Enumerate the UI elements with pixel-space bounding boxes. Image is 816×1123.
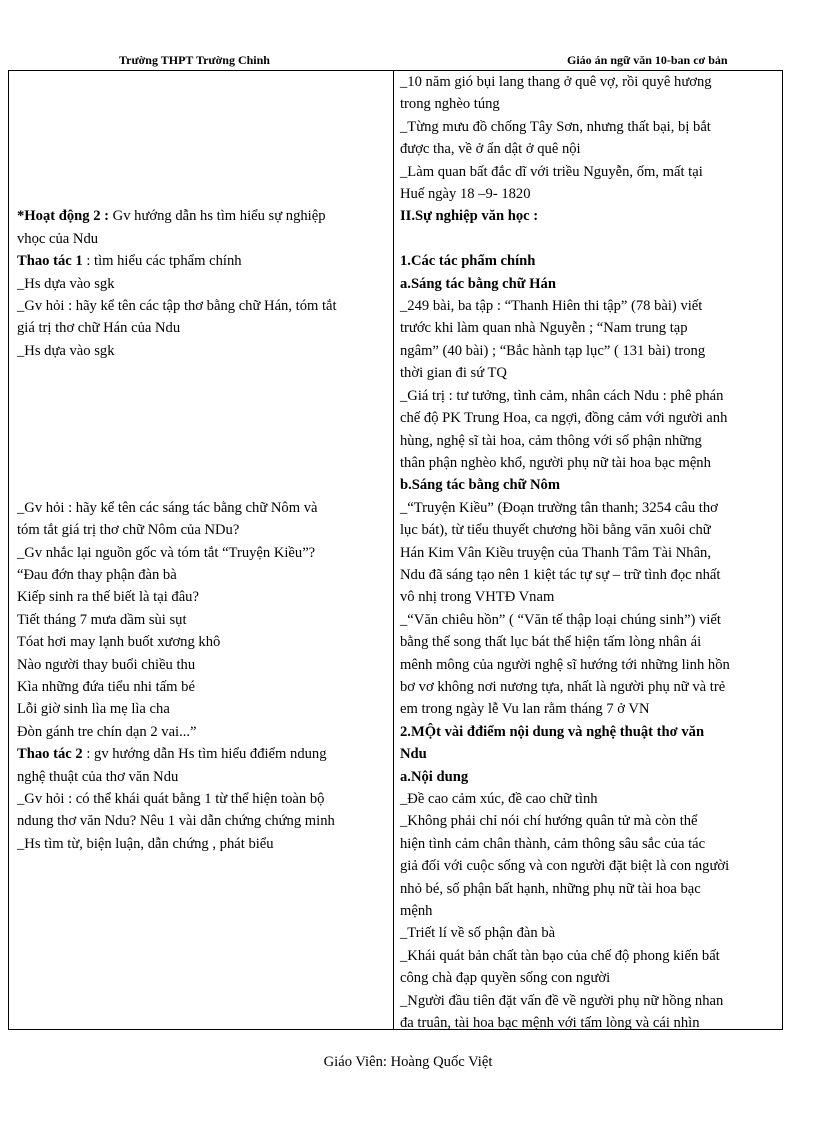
right-line: bơ vơ không nơi nương tựa, nhất là người phụ nữ và trẻ	[400, 678, 726, 695]
right-line: a.Sáng tác bằng chữ Hán	[400, 275, 556, 292]
left-line	[17, 407, 385, 429]
right-line: hiện tình cảm chân thành, cảm thông sâu sắc của tác	[400, 835, 706, 852]
left-line: Tóat hơi may lạnh buốt xương khô	[17, 634, 221, 651]
right-line: Ndu đã sáng tạo nên 1 kiệt tác tự sự – trữ tình đọc nhất	[400, 566, 721, 583]
left-line: tóm tắt giá trị thơ chữ Nôm của NDu?	[17, 522, 240, 539]
left-line: _Hs dựa vào sgk	[17, 342, 115, 359]
right-line: _10 năm gió bụi lang thang ở quê vợ, rồi quyê hương	[400, 74, 712, 90]
right-line: được tha, về ở ẩn dật ở quê nội	[400, 141, 581, 158]
right-line: _Từng mưu đồ chống Tây Sơn, nhưng thất bại, bị bắt	[400, 118, 711, 135]
left-line	[17, 93, 385, 115]
left-line	[17, 116, 385, 138]
left-line: _Hs tìm từ, biện luận, dẫn chứng , phát biểu	[17, 835, 274, 852]
right-line: Hán Kim Vân Kiều truyện của Thanh Tâm Tài Nhân,	[400, 544, 711, 561]
right-line: bằng thể song thất lục bát thể hiện tấm lòng nhân ái	[400, 634, 702, 651]
right-line: em trong ngày lễ Vu lan rằm tháng 7 ở VN	[400, 701, 650, 718]
right-line: II.Sự nghiệp văn học :	[400, 208, 539, 225]
right-line: _Làm quan bất đắc dĩ với triều Nguyễn, ốm, mất tại	[400, 163, 703, 180]
right-line: b.Sáng tác bằng chữ Nôm	[400, 477, 560, 494]
left-line: _Gv nhắc lại nguồn gốc và tóm tắt “Truyện Kiều”?	[17, 544, 316, 561]
left-line	[17, 474, 385, 496]
right-line: 2.MỘt vài đđiểm nội dung và nghệ thuật thơ văn	[400, 723, 705, 740]
right-line: _Người đầu tiên đặt vấn đề về người phụ nữ hồng nhan	[400, 992, 724, 1009]
right-line: trước khi làm quan nhà Nguyễn ; “Nam trung tạp	[400, 320, 688, 337]
header-subject: Giáo án ngữ văn 10-ban cơ bản	[567, 53, 728, 67]
left-line: Kiếp sinh ra thế biết là tại đâu?	[17, 589, 199, 606]
left-line: vhọc của Ndu	[17, 230, 99, 247]
left-line	[17, 430, 385, 452]
right-line: a.Nội dung	[400, 768, 469, 785]
right-line: vô nhị trong VHTĐ Vnam	[400, 589, 555, 606]
right-line: _Không phải chỉ nói chí hướng quân tử mà còn thể	[400, 813, 698, 830]
teacher-name: Giáo Viên: Hoàng Quốc Việt	[323, 1054, 493, 1070]
right-line: lục bát), từ tiểu thuyết chương hồi bằng văn xuôi chữ	[400, 522, 711, 539]
left-line-heading: *Hoạt động 2 :	[17, 208, 110, 225]
left-line: nghệ thuật của thơ văn Ndu	[17, 768, 179, 785]
right-line: _“Truyện Kiều” (Đoạn trường tân thanh; 3254 câu thơ	[400, 499, 718, 516]
header-school: Trường THPT Trường Chinh	[119, 53, 270, 67]
left-line	[17, 743, 385, 765]
left-line: giá trị thơ chữ Hán của Ndu	[17, 320, 181, 337]
right-line: _“Văn chiêu hồn” ( “Văn tế thập loại chúng sinh”) viết	[400, 611, 721, 628]
right-line: chế độ PK Trung Hoa, ca ngợi, đồng cảm với người anh	[400, 410, 728, 427]
left-line: Kìa những đứa tiểu nhi tấm bé	[17, 678, 195, 695]
left-line: _Gv hỏi : có thể khái quát bằng 1 từ thể hiện toàn bộ	[17, 791, 325, 807]
left-line-text: : gv hướng dẫn Hs tìm hiểu đđiểm ndung	[82, 746, 327, 763]
left-line: Đòn gánh tre chín dạn 2 vai...”	[17, 723, 197, 740]
left-line: ndung thơ văn Ndu? Nêu 1 vài dẫn chứng chứng minh	[17, 813, 335, 830]
left-line: Tiết tháng 7 mưa dầm sùi sụt	[17, 611, 187, 628]
left-line: _Gv hỏi : hãy kể tên các tập thơ bằng chữ Hán, tóm tắt	[17, 298, 337, 315]
right-line: đa truân, tài hoa bạc mệnh với tấm lòng và cái nhìn	[400, 1015, 700, 1032]
right-line: 1.Các tác phẩm chính	[400, 253, 536, 270]
right-line: _Khái quát bản chất tàn bạo của chế độ phong kiến bất	[400, 947, 720, 964]
right-line: _Giá trị : tư tưởng, tình cảm, nhân cách Ndu : phê phán	[400, 387, 724, 404]
right-line: mệnh	[400, 903, 433, 920]
left-line	[17, 362, 385, 384]
lesson-content-column	[400, 71, 780, 1034]
left-line	[17, 385, 385, 407]
left-line	[17, 452, 385, 474]
right-line: thân phận nghèo khổ, người phụ nữ tài hoa bạc mệnh	[400, 454, 711, 471]
left-line: _Gv hỏi : hãy kể tên các sáng tác bằng chữ Nôm và	[17, 499, 318, 516]
left-line	[17, 183, 385, 205]
right-line: công chà đạp quyền sống con người	[400, 970, 611, 987]
left-line	[17, 250, 385, 272]
right-line: Ndu	[400, 746, 427, 763]
teacher-activity-column	[17, 71, 385, 855]
right-line: giả đối với cuộc sống và con người đặt biệt là con người	[400, 858, 730, 875]
left-line: _Hs dựa vào sgk	[17, 275, 115, 292]
left-line	[17, 138, 385, 160]
left-line-text: Gv hướng dẫn hs tìm hiểu sự nghiệp	[109, 208, 326, 225]
left-line: “Đau đớn thay phận đàn bà	[17, 566, 177, 583]
left-line-heading: Thao tác 2	[17, 746, 83, 763]
column-divider	[393, 71, 394, 1029]
right-line: _Đề cao cảm xúc, đề cao chữ tình	[400, 791, 598, 807]
left-line-heading: Thao tác 1	[17, 253, 83, 270]
right-line	[400, 228, 780, 250]
right-line: _Triết lí về số phận đàn bà	[400, 925, 556, 942]
left-line	[17, 205, 385, 227]
right-line: mênh mông của người nghệ sĩ hướng tới những linh hồn	[400, 656, 730, 673]
right-line: nhỏ bé, số phận bất hạnh, những phụ nữ tài hoa bạc	[400, 880, 701, 897]
left-line	[17, 71, 385, 93]
right-line: ngâm” (40 bài) ; “Bắc hành tạp lục” ( 131 bài) trong	[400, 342, 706, 359]
lesson-table	[8, 70, 783, 1030]
right-line: trong nghèo túng	[400, 96, 500, 113]
left-line: Nào người thay buổi chiều thu	[17, 656, 196, 673]
right-line: _249 bài, ba tập : “Thanh Hiên thi tập” (78 bài) viết	[400, 298, 703, 315]
left-line-text: : tìm hiểu các tphẩm chính	[82, 253, 242, 270]
left-line: Lỗi giờ sinh lìa mẹ lìa cha	[17, 701, 170, 718]
left-line	[17, 161, 385, 183]
right-line: hùng, nghệ sĩ tài hoa, cảm thông với số phận những	[400, 432, 702, 449]
right-line: thời gian đi sứ TQ	[400, 365, 507, 382]
right-line: Huế ngày 18 –9- 1820	[400, 186, 531, 203]
